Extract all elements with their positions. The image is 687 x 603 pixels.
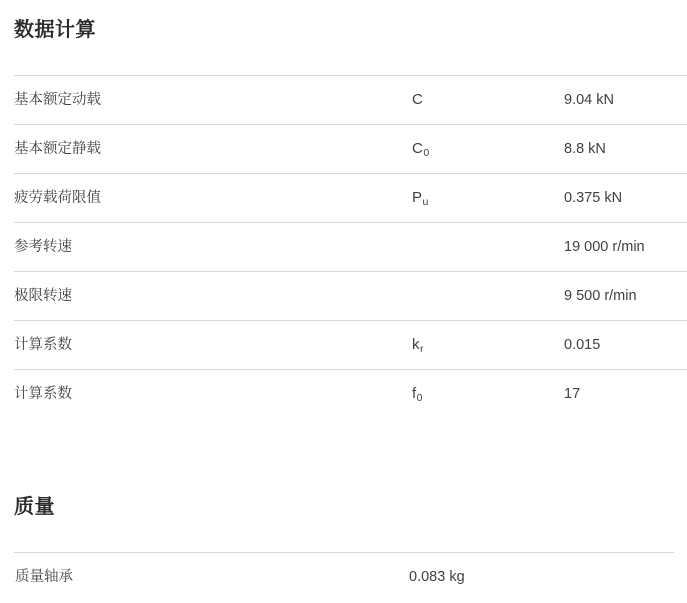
row-value: 8.8 kN xyxy=(564,125,687,174)
section-title-calculation-data: 数据计算 xyxy=(14,19,96,41)
row-symbol xyxy=(412,223,564,272)
row-value: 17 xyxy=(564,370,687,419)
row-label: 基本额定静载 xyxy=(14,125,412,174)
row-value: 9 500 r/min xyxy=(564,272,687,321)
row-symbol xyxy=(412,76,564,125)
section-gap xyxy=(14,418,673,474)
row-label: 质量轴承 xyxy=(14,553,409,602)
title-spacer-mass xyxy=(14,519,673,552)
table-row xyxy=(14,272,687,321)
row-label: 极限转速 xyxy=(14,272,412,321)
symbol-subscript: 0 xyxy=(416,391,423,404)
section-title-mass: 质量 xyxy=(14,496,55,518)
symbol-text: k xyxy=(412,335,420,353)
calculation-data-table xyxy=(14,75,687,418)
row-label: 计算系数 xyxy=(14,370,412,419)
row-label: 参考转速 xyxy=(14,223,412,272)
symbol-text: f xyxy=(412,384,417,402)
table-row xyxy=(14,76,687,125)
row-symbol xyxy=(412,321,564,370)
row-label: 疲劳载荷限值 xyxy=(14,174,412,223)
row-symbol xyxy=(412,174,564,223)
row-value: 0.375 kN xyxy=(564,174,687,223)
symbol-text: C xyxy=(412,139,423,157)
row-value: 0.083 kg xyxy=(409,553,674,602)
mass-table xyxy=(14,552,674,601)
symbol-text: C xyxy=(412,91,423,108)
symbol-subscript: u xyxy=(422,195,429,208)
table-row xyxy=(14,223,687,272)
row-value: 19 000 r/min xyxy=(564,223,687,272)
row-value: 9.04 kN xyxy=(564,76,687,125)
row-symbol xyxy=(412,272,564,321)
row-symbol xyxy=(412,370,564,419)
symbol-subscript: r xyxy=(420,342,424,355)
row-symbol xyxy=(412,125,564,174)
row-label: 计算系数 xyxy=(14,321,412,370)
table-row xyxy=(14,174,687,223)
table-row xyxy=(14,125,687,174)
row-value: 0.015 xyxy=(564,321,687,370)
title-spacer xyxy=(14,42,673,75)
table-row xyxy=(14,553,674,602)
symbol-text: P xyxy=(412,188,423,206)
table-row xyxy=(14,321,687,370)
table-row xyxy=(14,370,687,419)
symbol-subscript: 0 xyxy=(423,146,430,159)
row-label: 基本额定动载 xyxy=(14,76,412,125)
